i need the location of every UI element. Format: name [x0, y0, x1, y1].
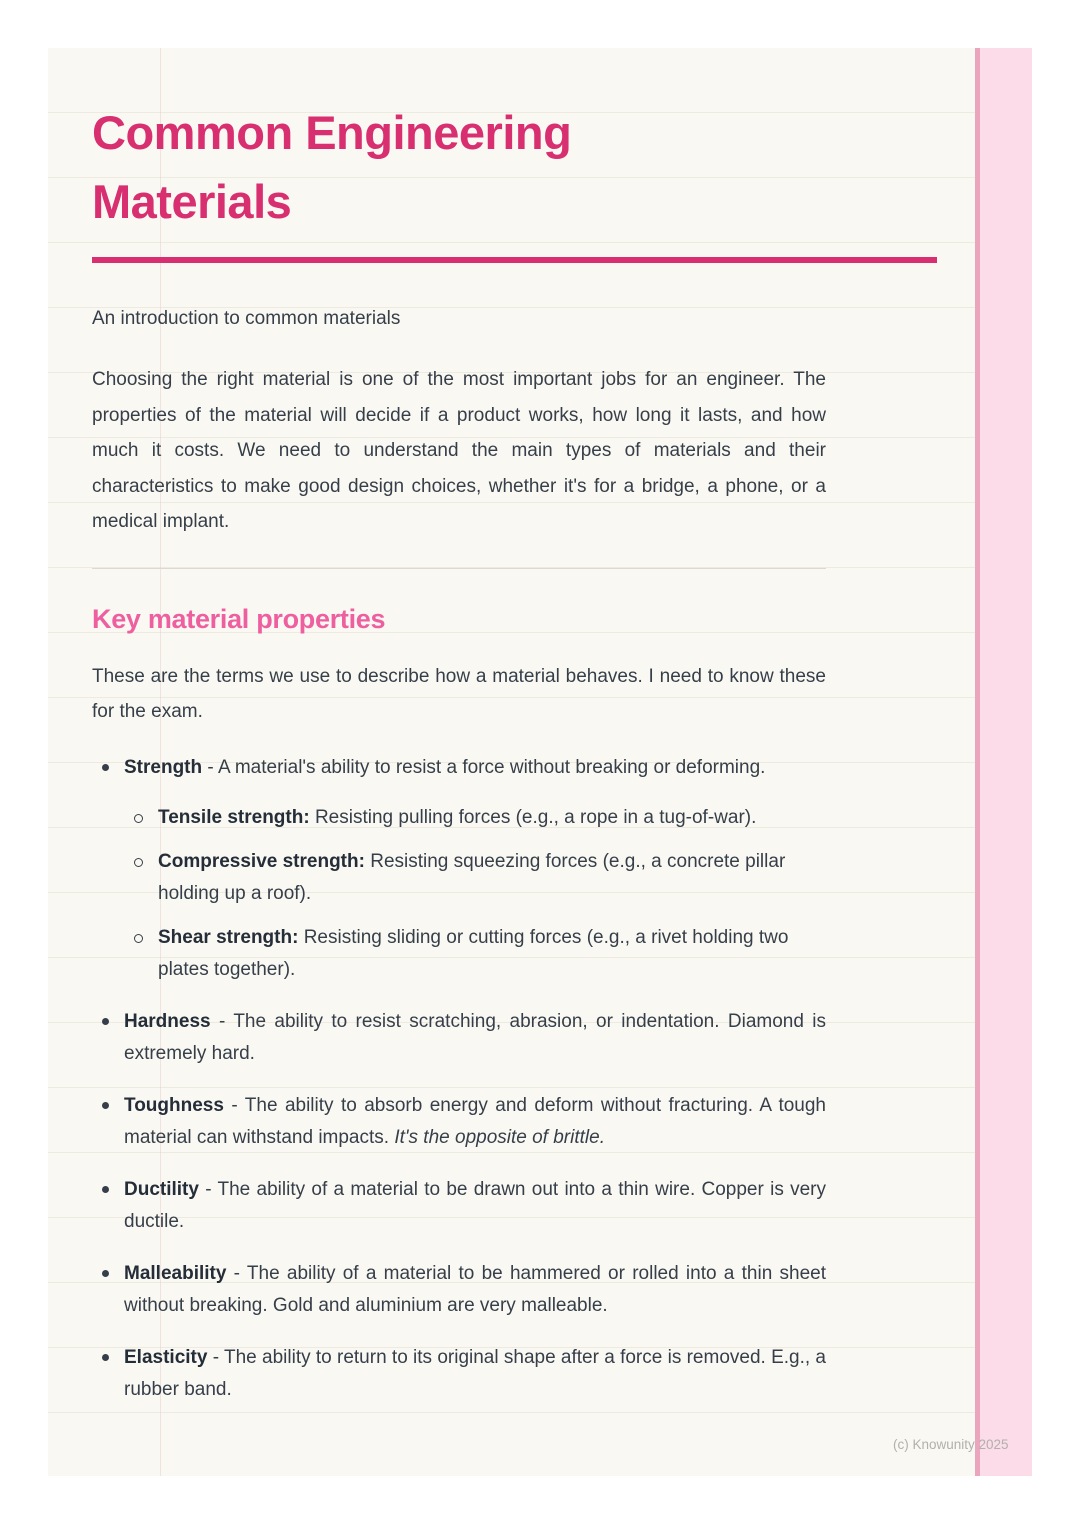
- term-definition: The ability to resist scratching, abrasion, or indentation. Diamond is extremely hard.: [124, 1010, 827, 1064]
- term-definition: The ability to return to its original shape after a force is removed. E.g., a rubber band.: [124, 1346, 827, 1400]
- watermark: (c) Knowunity 2025: [893, 1437, 1009, 1452]
- list-item-text: [124, 1174, 826, 1238]
- page-title: Common Engineering Materials: [92, 106, 572, 228]
- term-label: Tensile strength:: [158, 806, 310, 828]
- bullet-circle-icon: [134, 934, 143, 943]
- term-label: Compressive strength:: [158, 850, 365, 872]
- list-item-toughness: [92, 1090, 826, 1154]
- term-definition-italic: It's the opposite of brittle.: [394, 1126, 605, 1148]
- list-item-text: [124, 1342, 826, 1406]
- bullet-dot-icon: [102, 1102, 109, 1109]
- term-separator: -: [202, 756, 218, 778]
- intro-paragraph: Choosing the right material is one of the most important jobs for an engineer. The properties of the material will decide if a product works, how long it lasts, and how much it costs. We need to understand the main types of materials and their characteristics to make good design choices, whether it's for a bridge, a phone, or a medical implant.: [92, 369, 826, 532]
- term-separator: -: [207, 1346, 224, 1368]
- term-definition: The ability of a material to be drawn out into a thin wire. Copper is very ductile.: [124, 1178, 826, 1232]
- term-label: Ductility: [124, 1178, 199, 1200]
- term-label: Elasticity: [124, 1346, 208, 1368]
- strength-sublist: [124, 802, 826, 986]
- bullet-circle-icon: [134, 858, 143, 867]
- bullet-dot-icon: [102, 1270, 109, 1277]
- bullet-dot-icon: [102, 1018, 109, 1025]
- bullet-dot-icon: [102, 764, 109, 771]
- list-item-text: [124, 752, 826, 784]
- term-definition: The ability to absorb energy and deform without fracturing. A tough material can withstand impacts.: [124, 1094, 827, 1148]
- list-item-strength: [92, 752, 826, 986]
- list-item-malleability: [92, 1258, 826, 1322]
- list-item-elasticity: [92, 1342, 826, 1406]
- term-label: Malleability: [124, 1262, 227, 1284]
- list-item-text: [158, 922, 826, 986]
- page-side-stripe: [975, 48, 1032, 1476]
- section-lead-paragraph: These are the terms we use to describe how a material behaves. I need to know these for the exam.: [92, 665, 826, 722]
- term-separator: -: [198, 1178, 218, 1200]
- bullet-dot-icon: [102, 1186, 109, 1193]
- list-item-text: [124, 1006, 826, 1070]
- list-item-text: [124, 1090, 826, 1154]
- bullet-circle-icon: [134, 814, 143, 823]
- notes-page-card: [48, 48, 1032, 1476]
- page-subtitle: An introduction to common materials: [92, 308, 401, 329]
- list-item-hardness: [92, 1006, 826, 1070]
- term-label: Strength: [124, 756, 203, 778]
- list-item-tensile-strength: [124, 802, 826, 834]
- section-heading: Key material properties: [92, 603, 386, 634]
- term-label: Hardness: [124, 1010, 211, 1032]
- term-label: Toughness: [124, 1094, 224, 1116]
- term-separator: -: [226, 1262, 247, 1284]
- term-definition: The ability of a material to be hammered or rolled into a thin sheet without breaking. Gold and aluminium are very malleable.: [124, 1262, 826, 1316]
- term-definition: Resisting squeezing forces (e.g., a concrete pillar holding up a roof).: [158, 850, 786, 904]
- properties-list: [92, 752, 826, 1406]
- list-item-shear-strength: [124, 922, 826, 986]
- list-item-text: [124, 1258, 826, 1322]
- term-label: Shear strength:: [158, 926, 299, 948]
- section-divider: [92, 568, 826, 569]
- term-definition: Resisting sliding or cutting forces (e.g., a rivet holding two plates together).: [158, 926, 789, 980]
- list-item-compressive-strength: [124, 846, 826, 910]
- term-definition: A material's ability to resist a force without breaking or deforming.: [217, 756, 766, 778]
- bullet-dot-icon: [102, 1354, 109, 1361]
- term-definition: Resisting pulling forces (e.g., a rope in a tug-of-war).: [309, 806, 757, 828]
- term-separator: -: [210, 1010, 234, 1032]
- title-underline-rule: [92, 257, 937, 263]
- term-separator: -: [223, 1094, 245, 1116]
- page-content: [92, 48, 826, 1406]
- list-item-text: [158, 802, 826, 834]
- list-item-text: [158, 846, 826, 910]
- list-item-ductility: [92, 1174, 826, 1238]
